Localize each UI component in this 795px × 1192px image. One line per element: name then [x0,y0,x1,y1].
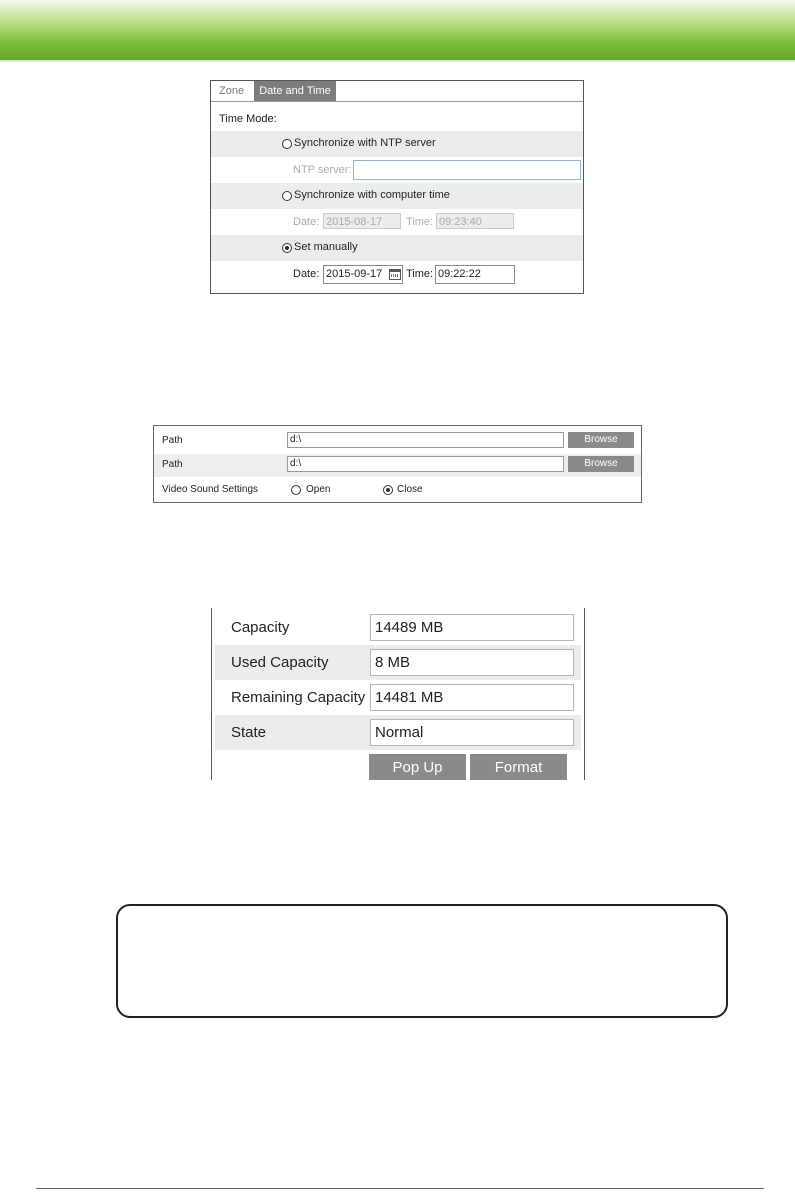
computer-time-radio[interactable] [282,191,292,201]
remaining-capacity-value: 14481 MB [370,684,574,711]
ntp-server-input[interactable] [353,160,581,180]
computer-time-label: Time: [406,216,434,228]
capacity-value: 14489 MB [370,614,574,641]
computer-values-row [211,209,583,235]
manual-values-row [211,261,583,287]
pop-up-button[interactable]: Pop Up [369,754,466,780]
footer-divider [36,1188,764,1189]
manual-time-label: Time: [406,268,434,280]
remaining-capacity-row [215,680,581,715]
remaining-capacity-label: Remaining Capacity [231,689,366,706]
sound-open-label[interactable]: Open [306,484,331,495]
computer-time-field: 09:23:40 [436,213,514,229]
sound-close-label[interactable]: Close [397,484,423,495]
time-mode-label: Time Mode: [219,113,277,125]
date-time-panel [210,80,584,294]
path-row-2 [154,454,641,477]
manual-radio[interactable] [282,243,292,253]
ntp-option-label[interactable]: Synchronize with NTP server [294,137,436,149]
browse-button[interactable]: Browse [568,432,634,448]
tab-zone[interactable]: Zone [219,85,245,97]
manual-date-label: Date: [293,268,320,280]
format-button[interactable]: Format [470,754,567,780]
video-sound-label: Video Sound Settings [162,484,259,495]
browse-button[interactable]: Browse [568,456,634,472]
ntp-radio[interactable] [282,139,292,149]
computer-option-label[interactable]: Synchronize with computer time [294,189,450,201]
computer-date-field: 2015-08-17 [323,213,401,229]
manual-date-input[interactable]: 2015-09-17 [323,265,403,284]
ntp-option-row [211,131,583,157]
settings-tabs [211,81,583,102]
sound-open-radio[interactable] [291,485,301,495]
page-header-band [0,0,795,60]
path-input[interactable]: d:\ [287,432,564,448]
tab-date-and-time[interactable]: Date and Time [254,81,336,101]
manual-option-label[interactable]: Set manually [294,241,358,253]
path-label: Path [162,459,183,470]
path-input[interactable]: d:\ [287,456,564,472]
sound-close-radio[interactable] [383,485,393,495]
record-path-panel [153,425,642,503]
computer-date-label: Date: [293,216,320,228]
manual-time-input[interactable]: 09:22:22 [435,265,515,284]
capacity-label: Capacity [231,619,290,636]
capacity-row [215,610,581,645]
calendar-icon[interactable] [389,269,401,280]
used-capacity-row [215,645,581,680]
ntp-server-label: NTP server: [293,164,352,176]
state-value: Normal [370,719,574,746]
ntp-server-row [211,157,583,183]
used-capacity-value: 8 MB [370,649,574,676]
video-sound-row [154,478,641,501]
manual-option-row [211,235,583,261]
state-label: State [231,724,267,741]
path-row-1 [154,430,641,453]
note-box [116,904,728,1018]
computer-option-row [211,183,583,209]
path-label: Path [162,435,183,446]
state-row [215,715,581,750]
storage-panel [211,608,585,780]
used-capacity-label: Used Capacity [231,654,329,671]
